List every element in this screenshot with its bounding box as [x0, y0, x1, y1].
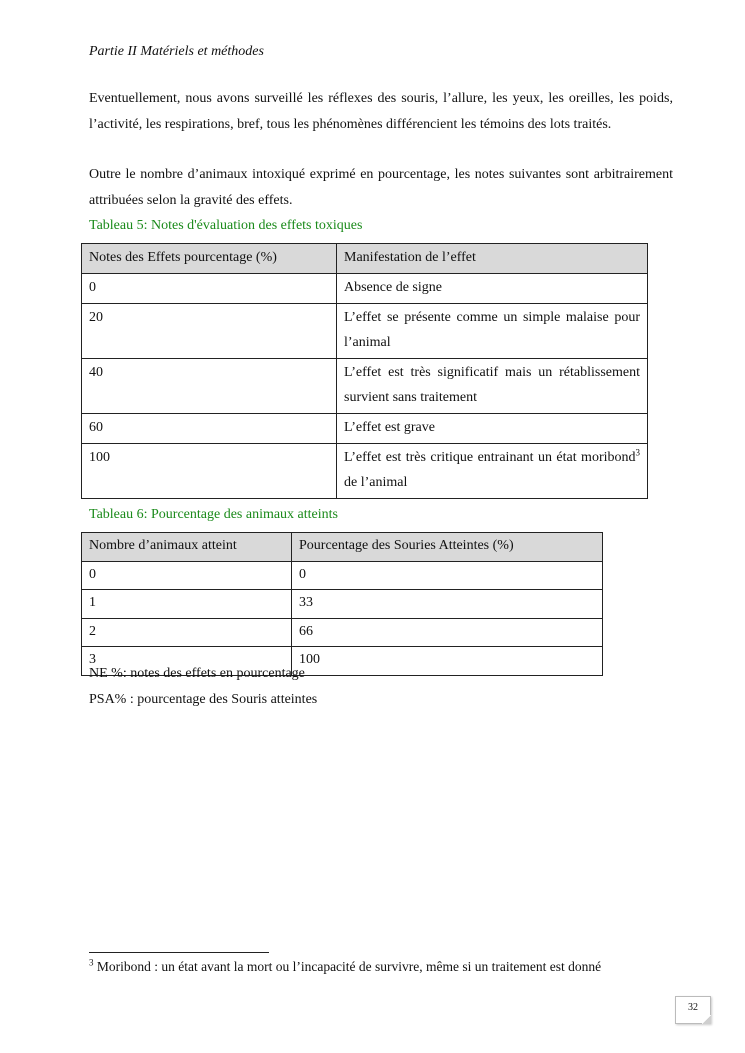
table-cell: Absence de signe	[337, 274, 648, 304]
page-fold-icon	[702, 1015, 711, 1024]
table-header-cell: Notes des Effets pourcentage (%)	[82, 244, 337, 274]
footnote-number: 3	[89, 957, 94, 968]
page-number-box	[675, 996, 711, 1024]
table-cell: 33	[292, 590, 603, 619]
table-cell: 3	[82, 647, 292, 676]
table-row	[82, 590, 603, 619]
note-psa: PSA% : pourcentage des Souris atteintes	[89, 692, 318, 707]
page-header: Partie II Matériels et méthodes	[89, 44, 264, 59]
table-cell: 40	[82, 359, 337, 414]
table-cell: 2	[82, 618, 292, 647]
table-cell: 1	[82, 590, 292, 619]
table-cell: 0	[82, 274, 337, 304]
table-cell: 20	[82, 304, 337, 359]
table-row	[82, 561, 603, 590]
table-cell: 0	[292, 561, 603, 590]
paragraph-observations: Eventuellement, nous avons surveillé les réflexes des souris, l’allure, les yeux, les oreilles, les poids, l’activité, les respirations, bref, tous les phénomènes différencient les témoins des lots traités.	[89, 91, 673, 132]
page-number: 32	[688, 1002, 698, 1013]
footnote-separator	[89, 952, 269, 953]
table-cell: 100	[82, 444, 337, 499]
table-header-row	[82, 533, 603, 562]
table-header-cell: Pourcentage des Souries Atteintes (%)	[292, 533, 603, 562]
paragraph-scoring: Outre le nombre d’animaux intoxiqué exprimé en pourcentage, les notes suivantes sont arbitrairement attribuées selon la gravité des effets.	[89, 167, 673, 208]
table6-animals-affected	[81, 532, 603, 676]
table-row	[82, 444, 648, 499]
table-header-cell: Manifestation de l’effet	[337, 244, 648, 274]
table6-caption: Tableau 6: Pourcentage des animaux atteints	[89, 507, 338, 522]
footnote-reference: 3	[635, 447, 640, 458]
table-cell: 66	[292, 618, 603, 647]
table-row	[82, 304, 648, 359]
footnote-text: Moribond : un état avant la mort ou l’incapacité de survivre, même si un traitement est donné	[93, 959, 602, 974]
table-cell	[337, 444, 648, 499]
table-row	[82, 359, 648, 414]
table5-caption: Tableau 5: Notes d'évaluation des effets toxiques	[89, 218, 363, 233]
table-cell: L’effet est grave	[337, 414, 648, 444]
table-cell: L’effet se présente comme un simple malaise pour l’animal	[337, 304, 648, 359]
table-cell: 0	[82, 561, 292, 590]
table-cell: L’effet est très significatif mais un rétablissement survient sans traitement	[337, 359, 648, 414]
table-cell-text: L’effet est très critique entrainant un état moribond	[344, 450, 636, 465]
table-cell-text-tail: de l’animal	[344, 475, 408, 490]
table-header-cell: Nombre d’animaux atteint	[82, 533, 292, 562]
table-header-row	[82, 244, 648, 274]
table5-toxic-effects	[81, 243, 648, 499]
table-row	[82, 274, 648, 304]
table-row	[82, 618, 603, 647]
footnote	[89, 959, 601, 975]
note-ne: NE %: notes des effets en pourcentage	[89, 666, 305, 681]
table-cell: 100	[292, 647, 603, 676]
table-cell: 60	[82, 414, 337, 444]
table-row	[82, 414, 648, 444]
